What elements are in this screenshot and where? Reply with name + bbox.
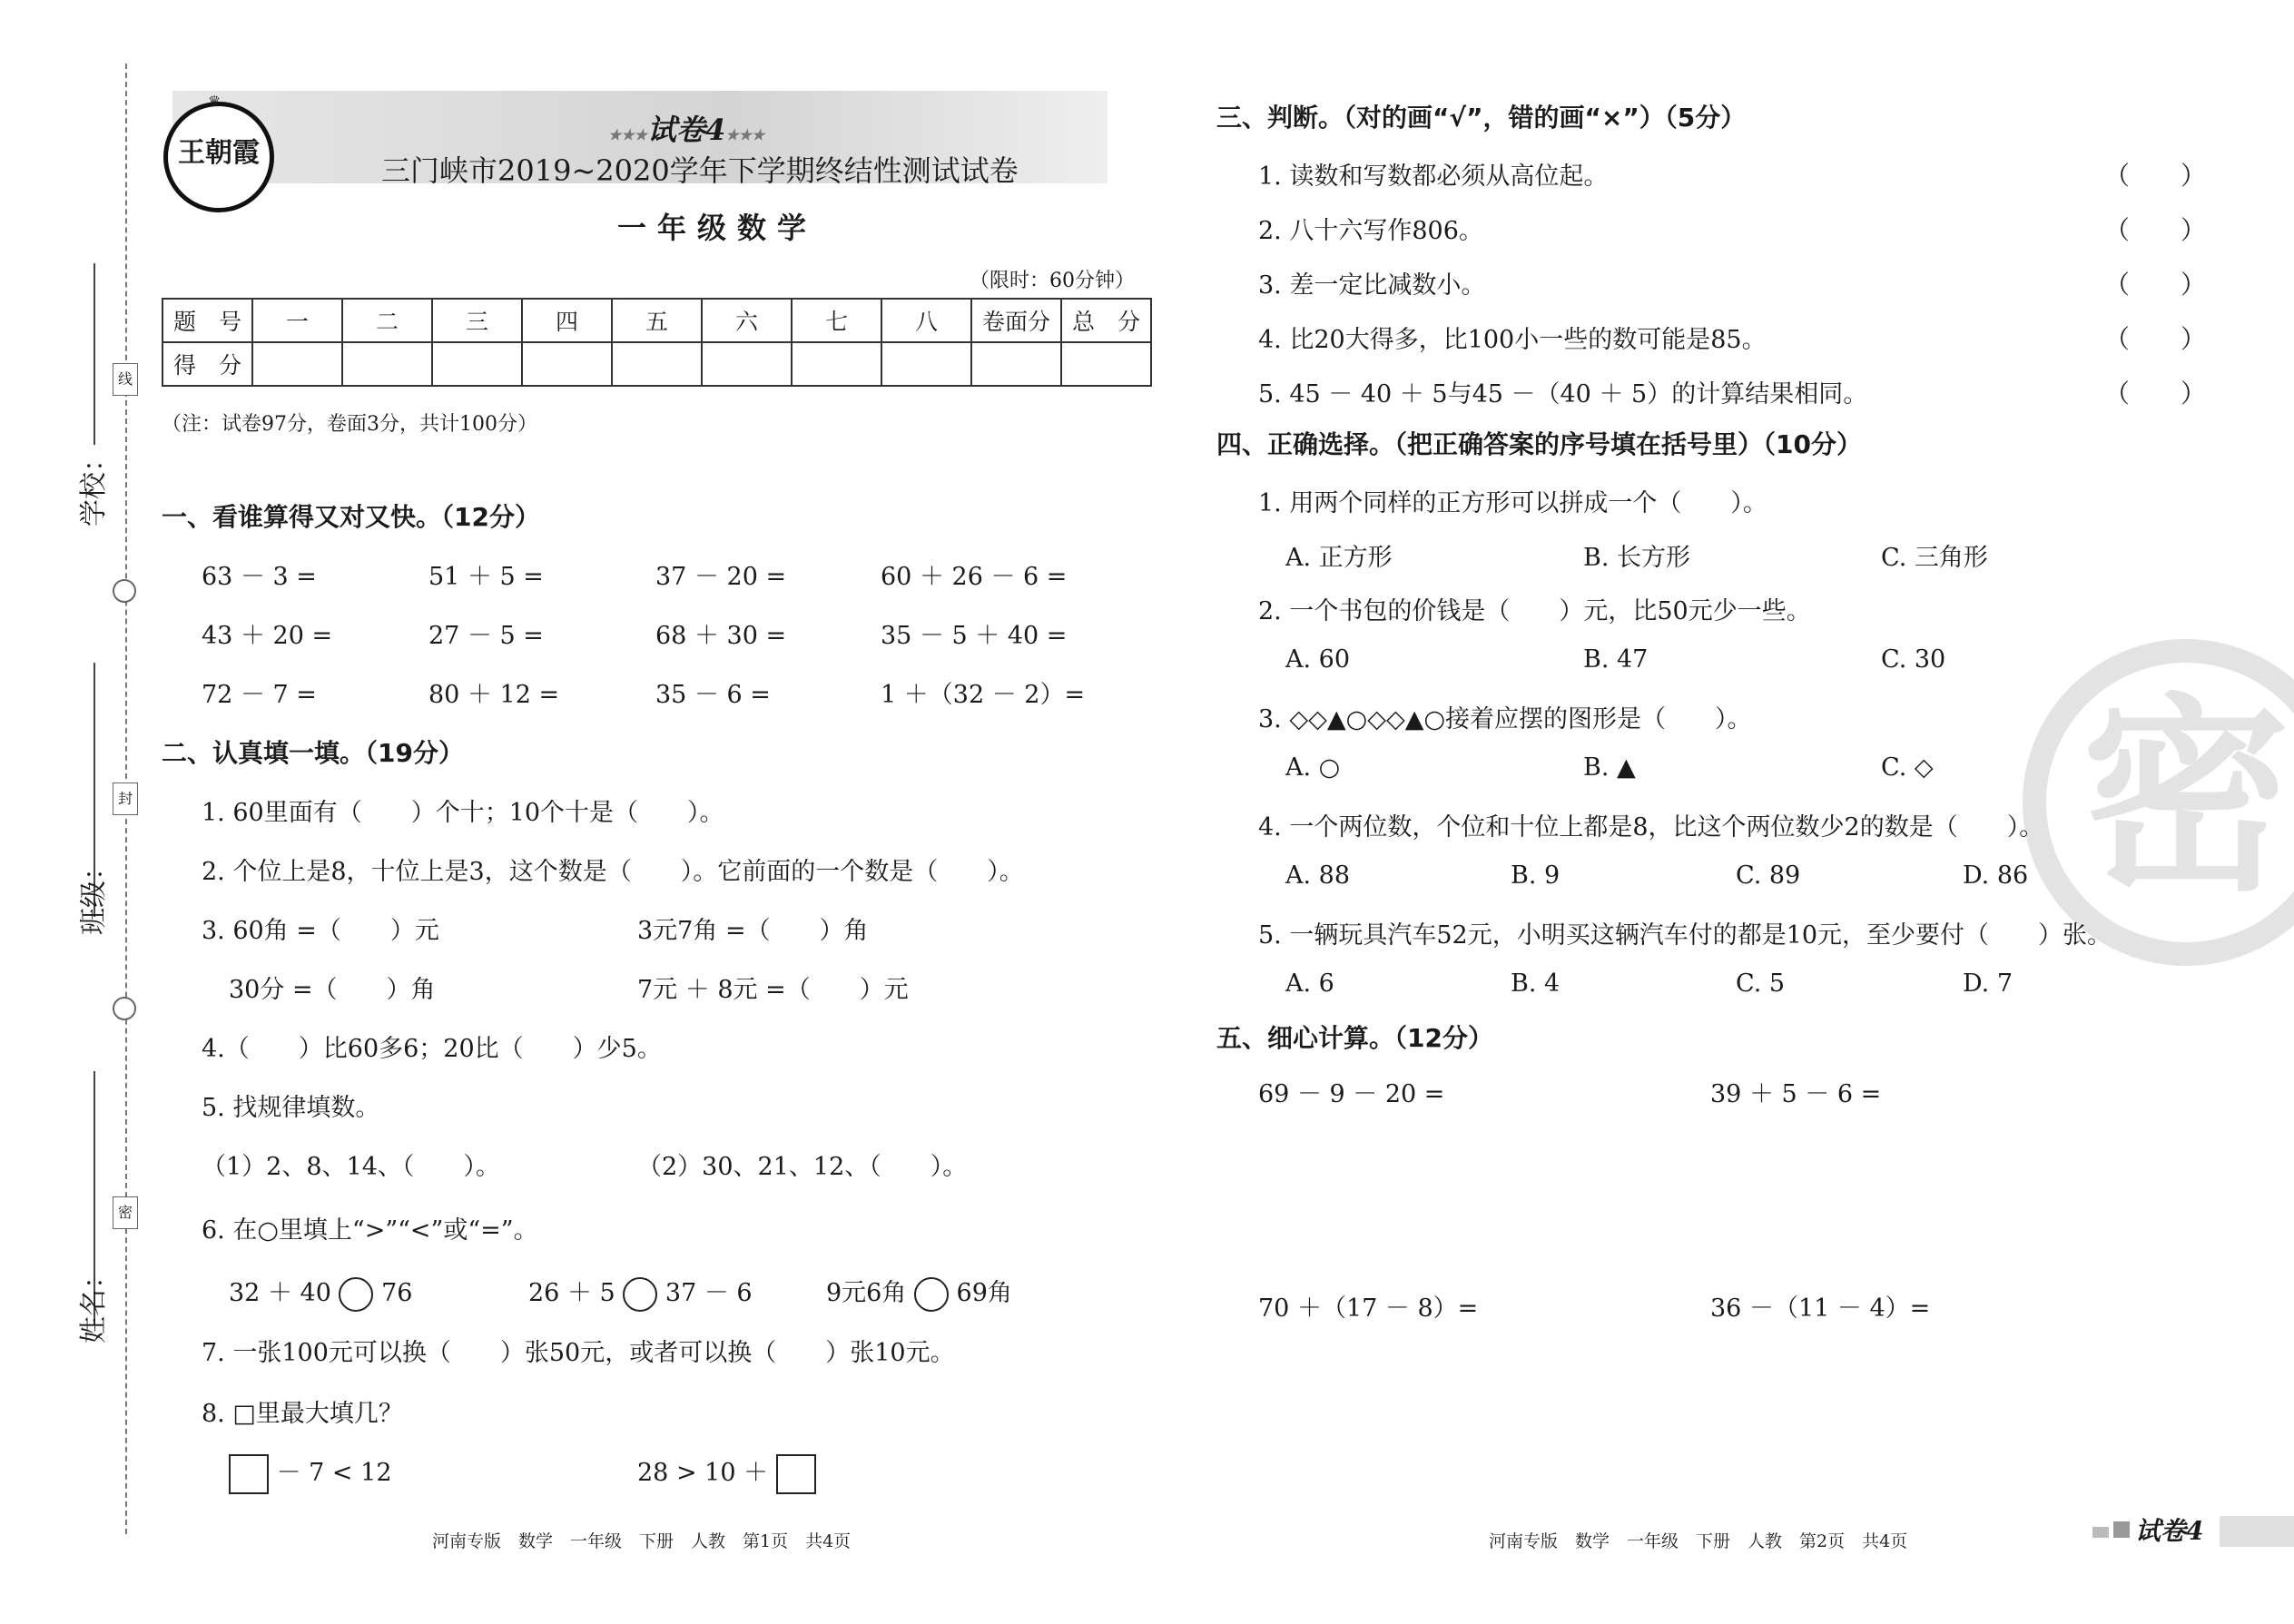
fill-question-5a: （1）2、8、14、（ ）。 — [202, 1153, 500, 1181]
choice-option[interactable]: C. 30 — [1881, 645, 1946, 674]
fill-question-5b: （2）30、21、12、（ ）。 — [637, 1153, 968, 1181]
fill-question-7: 7. 一张100元可以换（ ）张50元，或者可以换（ ）张10元。 — [202, 1339, 955, 1367]
choice-option[interactable]: A. 6 — [1285, 969, 1334, 998]
name-label: 姓名： — [78, 1262, 110, 1343]
fill-question-3d: 7元 ＋ 8元 =（ ）元 — [637, 976, 909, 1004]
fill-question-3a: 3. 60角 =（ ）元 — [202, 917, 439, 945]
choice-option[interactable]: B. 长方形 — [1583, 544, 1691, 572]
seal-mark: 封 — [113, 782, 138, 815]
subject-title: 一年级数学 — [617, 211, 818, 245]
square-icon — [2092, 1527, 2109, 1538]
judge-item: 4. 比20大得多，比100小一些的数可能是85。 — [1258, 326, 1767, 354]
choice-option[interactable]: C. 89 — [1736, 861, 1801, 890]
star-icon: ★★★ — [725, 126, 765, 143]
fill-question-4: 4.（ ）比60多6；20比（ ）少5。 — [202, 1035, 662, 1063]
fill-question-8: 8. □里最大填几？ — [202, 1400, 403, 1428]
calc-item: 43 ＋ 20 = — [202, 622, 333, 650]
choice-question-3: 3. ◇◇▲○◇◇▲○接着应摆的图形是（ ）。 — [1258, 705, 1752, 733]
circle-blank-icon[interactable] — [914, 1277, 949, 1312]
calc-item: 72 － 7 = — [202, 681, 317, 709]
star-icon: ★★★ — [608, 126, 648, 143]
score-cell[interactable] — [612, 342, 702, 386]
secret-watermark: 密 — [2023, 639, 2294, 966]
score-cell[interactable] — [702, 342, 792, 386]
score-cell[interactable] — [342, 342, 432, 386]
crown-icon: ♛ — [207, 93, 222, 110]
calc-item: 35 － 6 = — [655, 681, 771, 709]
square-blank-icon[interactable] — [229, 1454, 269, 1494]
logo-seal: 王朝霞 — [163, 102, 274, 212]
judge-item: 2. 八十六写作806。 — [1258, 217, 1483, 245]
choice-option[interactable]: B. 4 — [1511, 969, 1561, 998]
calc-item: 36 －（11 － 4）= — [1710, 1294, 1931, 1323]
choice-option[interactable]: A. 88 — [1285, 861, 1351, 890]
judge-item: 5. 45 － 40 ＋ 5与45 －（40 ＋ 5）的计算结果相同。 — [1258, 380, 1868, 408]
fill-question-1: 1. 60里面有（ ）个十；10个十是（ ）。 — [202, 799, 724, 827]
exam-title: 三门峡市2019~2020学年下学期终结性测试试卷 — [381, 153, 1019, 188]
choice-question-2: 2. 一个书包的价钱是（ ）元，比50元少一些。 — [1258, 597, 1811, 625]
circle-blank-icon[interactable] — [623, 1277, 657, 1312]
score-value-row: 得 分 — [162, 342, 1151, 386]
circle-blank-icon[interactable] — [339, 1277, 373, 1312]
choice-question-5: 5. 一辆玩具汽车52元，小明买这辆汽车付的都是10元，至少要付（ ）张。 — [1258, 921, 2112, 950]
calc-item: 37 － 20 = — [655, 563, 787, 591]
line-mark: 线 — [113, 363, 138, 396]
answer-parens[interactable]: （ ） — [2104, 324, 2207, 354]
footer-right: 河南专版 数学 一年级 下册 人教 第2页 共4页 — [1489, 1531, 1908, 1551]
section3-title: 三、判断。（对的画“√”，错的画“×”）（5分） — [1216, 103, 1747, 133]
time-limit: （限时：60分钟） — [970, 270, 1135, 292]
choice-option[interactable]: B. 47 — [1583, 645, 1649, 674]
school-label: 学校： — [78, 445, 110, 527]
binding-hole-icon — [113, 579, 136, 603]
compare-item: 26 ＋ 5 37 － 6 — [528, 1273, 753, 1312]
choice-question-4: 4. 一个两位数，个位和十位上都是8，比这个两位数少2的数是（ ）。 — [1258, 813, 2044, 842]
calc-item: 69 － 9 － 20 = — [1258, 1080, 1445, 1108]
choice-question-1: 1. 用两个同样的正方形可以拼成一个（ ）。 — [1258, 489, 1767, 517]
score-cell[interactable] — [881, 342, 971, 386]
choice-option[interactable]: C. 三角形 — [1881, 544, 1988, 572]
choice-option[interactable]: B. 9 — [1511, 861, 1561, 890]
score-cell[interactable] — [522, 342, 612, 386]
binding-hole-icon — [113, 997, 136, 1020]
score-cell[interactable] — [432, 342, 522, 386]
fill-question-6: 6. 在○里填上“>”“<”或“=”。 — [202, 1216, 538, 1245]
calc-item: 63 － 3 = — [202, 563, 317, 591]
square-icon — [2113, 1521, 2130, 1538]
square-blank-icon[interactable] — [776, 1454, 816, 1494]
footer-left: 河南专版 数学 一年级 下册 人教 第1页 共4页 — [432, 1531, 852, 1551]
box-item: － 7 < 12 — [229, 1452, 392, 1494]
answer-parens[interactable]: （ ） — [2104, 270, 2207, 300]
paper-number: ★★★试卷4★★★ — [608, 113, 765, 147]
choice-option[interactable]: D. 7 — [1963, 969, 2013, 998]
calc-item: 1 ＋（32 － 2）= — [881, 681, 1086, 709]
score-cell[interactable] — [792, 342, 881, 386]
answer-parens[interactable]: （ ） — [2104, 161, 2207, 191]
score-table — [162, 298, 1152, 387]
section4-title: 四、正确选择。（把正确答案的序号填在括号里）（10分） — [1216, 429, 1862, 459]
compare-item: 32 ＋ 40 76 — [229, 1273, 412, 1312]
calc-item: 39 ＋ 5 － 6 = — [1710, 1080, 1882, 1108]
choice-option[interactable]: A. 正方形 — [1285, 544, 1393, 572]
class-label: 班级： — [78, 853, 110, 935]
choice-option[interactable]: D. 86 — [1963, 861, 2029, 890]
compare-item: 9元6角 69角 — [826, 1273, 1012, 1312]
box-item: 28 > 10 ＋ — [637, 1452, 816, 1494]
score-cell[interactable] — [1061, 342, 1151, 386]
score-header-row: 题 号 一 二 三 四 五 六 七 八 卷面分 总 分 — [162, 299, 1151, 342]
answer-parens[interactable]: （ ） — [2104, 379, 2207, 408]
footer-badge: 试卷4 — [2135, 1516, 2204, 1546]
calc-item: 60 ＋ 26 － 6 = — [881, 563, 1068, 591]
calc-item: 70 ＋（17 － 8）= — [1258, 1294, 1479, 1323]
choice-option[interactable]: C. 5 — [1736, 969, 1786, 998]
choice-option[interactable]: C. ◇ — [1881, 753, 1934, 782]
judge-item: 1. 读数和写数都必须从高位起。 — [1258, 162, 1609, 191]
answer-parens[interactable]: （ ） — [2104, 215, 2207, 245]
calc-item: 27 － 5 = — [428, 622, 544, 650]
calc-item: 80 ＋ 12 = — [428, 681, 560, 709]
fill-question-2: 2. 个位上是8，十位上是3，这个数是（ ）。它前面的一个数是（ ）。 — [202, 858, 1024, 886]
calc-item: 35 － 5 ＋ 40 = — [881, 622, 1068, 650]
calc-item: 51 ＋ 5 = — [428, 563, 544, 591]
section2-title: 二、认真填一填。（19分） — [162, 738, 464, 768]
judge-item: 3. 差一定比减数小。 — [1258, 271, 1486, 300]
score-cell[interactable] — [971, 342, 1061, 386]
fill-question-3c: 30分 =（ ）角 — [229, 976, 436, 1004]
score-cell[interactable] — [252, 342, 342, 386]
secret-mark: 密 — [113, 1196, 138, 1229]
section1-title: 一、看谁算得又对又快。（12分） — [162, 502, 540, 532]
score-note: （注：试卷97分，卷面3分，共计100分） — [162, 413, 537, 436]
school-line — [94, 263, 95, 445]
calc-item: 68 ＋ 30 = — [655, 622, 787, 650]
choice-option[interactable]: A. ○ — [1285, 753, 1341, 782]
fill-question-3b: 3元7角 =（ ）角 — [637, 917, 869, 945]
fill-question-5: 5. 找规律填数。 — [202, 1094, 380, 1122]
choice-option[interactable]: B. ▲ — [1583, 753, 1636, 782]
choice-option[interactable]: A. 60 — [1285, 645, 1351, 674]
badge-bar — [2220, 1516, 2294, 1547]
section5-title: 五、细心计算。（12分） — [1216, 1023, 1493, 1053]
